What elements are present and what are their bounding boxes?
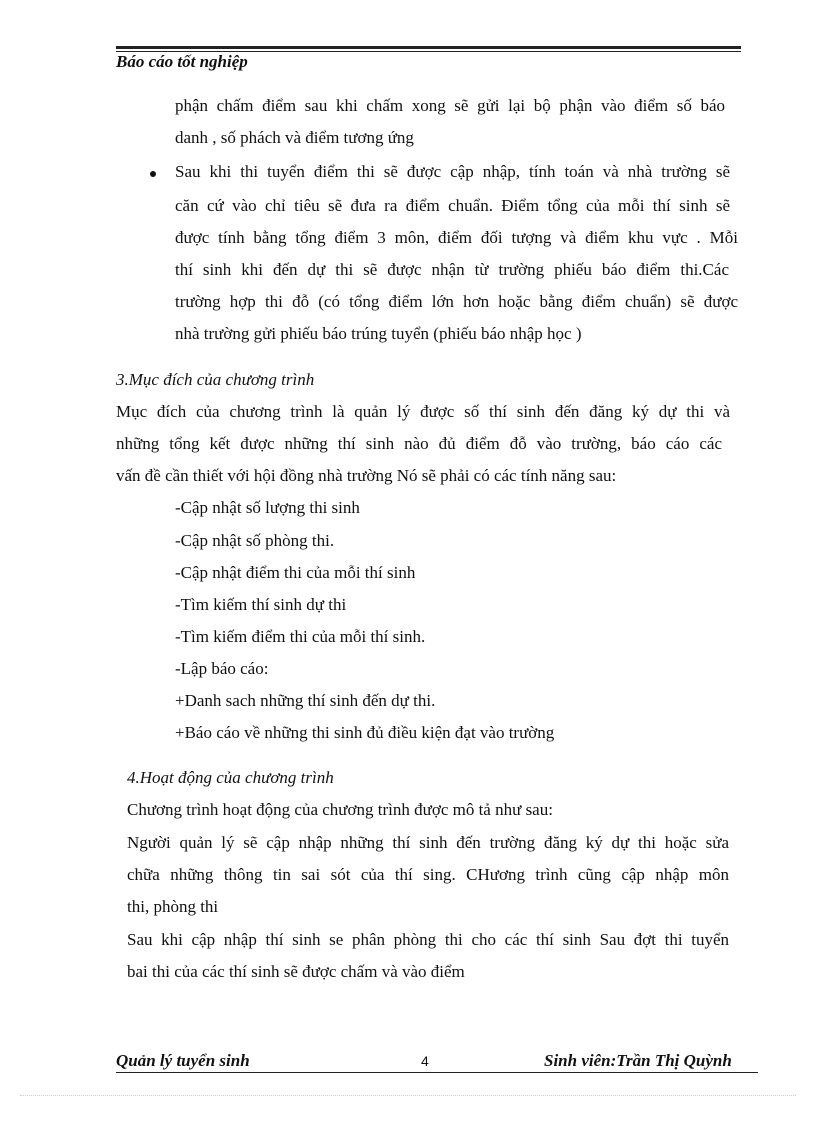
feature-item: -Tìm kiếm thí sinh dự thi [175,595,347,614]
text-line: Mục đích của chương trình là quản lý được số thí sinh đến đăng ký dự thi và [116,402,730,421]
header-title: Báo cáo tốt nghiệp [116,52,248,71]
feature-item: -Cập nhật số lượng thi sinh [175,498,360,517]
page-bottom-border [20,1095,796,1096]
feature-item: +Danh sach những thí sinh đến dự thi. [175,691,436,710]
text-line: danh , số phách và điểm tương ứng [175,128,414,147]
bullet-line: căn cứ vào chỉ tiêu sẽ đưa ra điểm chuẩn. Điểm tổng của mỗi thí sinh sẽ [175,196,730,215]
footer-rule-left [116,1072,268,1073]
text-line: Sau khi cập nhập thí sinh se phân phòng thi cho các thí sinh Sau đợt thi tuyển [127,930,729,949]
text-line: Người quản lý sẽ cập nhập những thí sinh đến trường đăng ký dự thi hoặc sửa [127,833,729,852]
text-line: những tổng kết được những thí sinh nào đủ điểm đỗ vào trường, báo cáo các [116,434,722,453]
footer-right: Sinh viên:Trần Thị Quỳnh [544,1051,732,1070]
header-rule [116,46,741,49]
text-line: bai thi của các thí sinh sẽ được chấm và vào điểm [127,962,465,981]
text-line: phận chấm điểm sau khi chấm xong sẽ gửi lại bộ phận vào điểm số báo [175,96,725,115]
bullet-line: được tính bằng tổng điểm 3 môn, điểm đối tượng và điểm khu vực . Mỗi [175,228,738,247]
feature-item: -Cập nhật số phòng thi. [175,531,335,550]
page-number: 4 [421,1053,429,1069]
bullet-line: trường hợp thi đỗ (có tổng điểm lớn hơn hoặc bằng điểm chuẩn) sẽ được [175,292,738,311]
footer-rule [268,1072,758,1073]
bullet-line: nhà trường gửi phiếu báo trúng tuyển (phiếu báo nhập học ) [175,324,582,343]
text-line: Chương trình hoạt động của chương trình được mô tả như sau: [127,800,553,819]
text-line: vấn đề cần thiết với hội đồng nhà trường Nó sẽ phải có các tính năng sau: [116,466,617,485]
text-line: thi, phòng thi [127,897,219,916]
bullet-icon [150,171,156,177]
section-heading: 3.Mục đích của chương trình [116,370,315,389]
feature-item: -Lập báo cáo: [175,659,269,678]
footer-left: Quản lý tuyển sinh [116,1051,250,1070]
text-line: chữa những thông tin sai sót của thí sing. CHương trình cũng cập nhập môn [127,865,729,884]
bullet-line: thí sinh khi đến dự thi sẽ được nhận từ trường phiếu báo điểm thi.Các [175,260,729,279]
feature-item: +Báo cáo về những thi sinh đủ điều kiện đạt vào trường [175,723,555,742]
feature-item: -Cập nhật điểm thi của mỗi thí sinh [175,563,416,582]
feature-item: -Tìm kiếm điểm thi của mỗi thí sinh. [175,627,426,646]
bullet-line: Sau khi thi tuyển điểm thi sẽ được cập nhập, tính toán và nhà trường sẽ [175,162,730,181]
section-heading: 4.Hoạt động của chương trình [127,768,334,787]
